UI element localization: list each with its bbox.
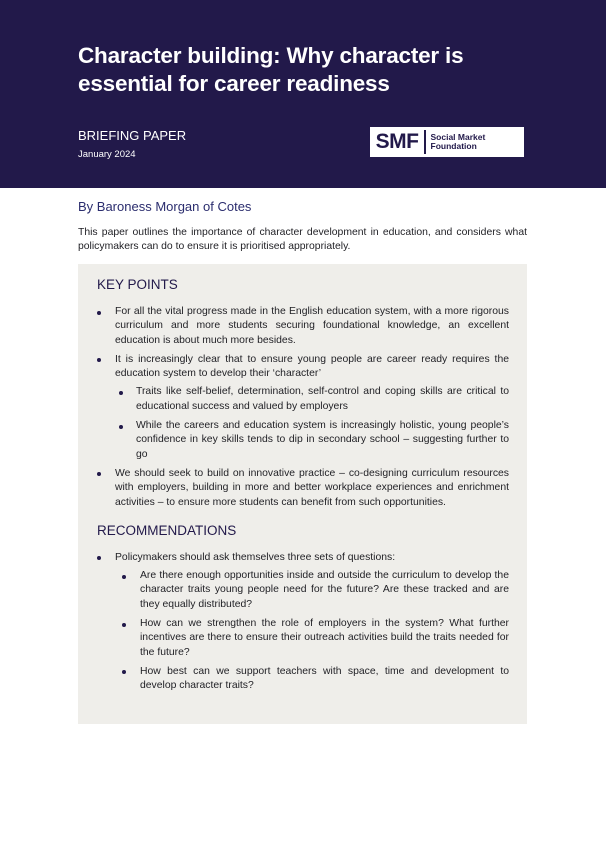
recommendation-question-text: How can we strengthen the role of employers in the system? What further incentives are there to ensure their outreach activities build the traits needed for the future? bbox=[140, 618, 509, 658]
document-type: BRIEFING PAPER bbox=[78, 128, 187, 143]
recommendation-question bbox=[115, 617, 509, 660]
key-point-item bbox=[97, 467, 509, 510]
recommendations-list bbox=[97, 551, 509, 694]
key-point-sub-list bbox=[115, 385, 509, 461]
publication-date: January 2024 bbox=[78, 149, 136, 160]
key-points-list bbox=[97, 305, 509, 510]
key-point-text: It is increasingly clear that to ensure young people are career ready requires the education system to develop their ‘character’ bbox=[115, 353, 509, 380]
author-byline: By Baroness Morgan of Cotes bbox=[78, 199, 252, 214]
recommendation-lead-text: Policymakers should ask themselves three sets of questions: bbox=[115, 551, 396, 563]
recommendation-questions bbox=[115, 569, 509, 693]
key-point-item bbox=[97, 353, 509, 462]
logo-mark: SMF bbox=[375, 130, 419, 153]
key-point-text: For all the vital progress made in the English education system, with a more rigorous curriculum and more students securing foundational knowledge, an excellent education is about much more besides. bbox=[115, 306, 509, 346]
logo-name-line2: Foundation bbox=[430, 141, 477, 151]
recommendations-heading: RECOMMENDATIONS bbox=[97, 522, 237, 538]
key-point-text: We should seek to build on innovative practice – co-designing curriculum resources with employers, building in more and better workplace experiences and enrichment activities – to ensure more students can benefit from such opportunities. bbox=[115, 467, 509, 508]
logo-name bbox=[426, 127, 525, 157]
logo-name-line1: Social Market bbox=[430, 131, 486, 142]
recommendation-question bbox=[115, 665, 509, 694]
header-banner bbox=[0, 0, 606, 188]
key-point-sub-text: While the careers and education system is increasingly holistic, young people’s confidence in key skills tends to dip in secondary school – suggesting further to go bbox=[136, 420, 509, 460]
recommendation-lead-item bbox=[97, 551, 509, 694]
key-point-sub-text: Traits like self-belief, determination, self-control and coping skills are critical to educational success and valued by employers bbox=[136, 386, 509, 412]
key-point-sub-item bbox=[115, 419, 509, 462]
intro-paragraph: This paper outlines the importance of character development in education, and considers what policymakers can do to ensure it is prioritised appropriately. bbox=[78, 227, 527, 252]
smf-logo bbox=[370, 127, 524, 157]
key-point-sub-item bbox=[115, 385, 509, 414]
recommendation-question bbox=[115, 569, 509, 612]
key-point-item bbox=[97, 305, 509, 348]
key-points-heading: KEY POINTS bbox=[97, 277, 178, 292]
page-title: Character building: Why character is essential for career readiness bbox=[78, 43, 464, 96]
recommendation-question-text: Are there enough opportunities inside and outside the curriculum to develop the character traits young people need for the future? Are these tracked and are they equally distributed? bbox=[140, 570, 509, 610]
summary-panel bbox=[78, 264, 527, 724]
recommendation-question-text: How best can we support teachers with space, time and development to develop character traits? bbox=[140, 665, 509, 692]
